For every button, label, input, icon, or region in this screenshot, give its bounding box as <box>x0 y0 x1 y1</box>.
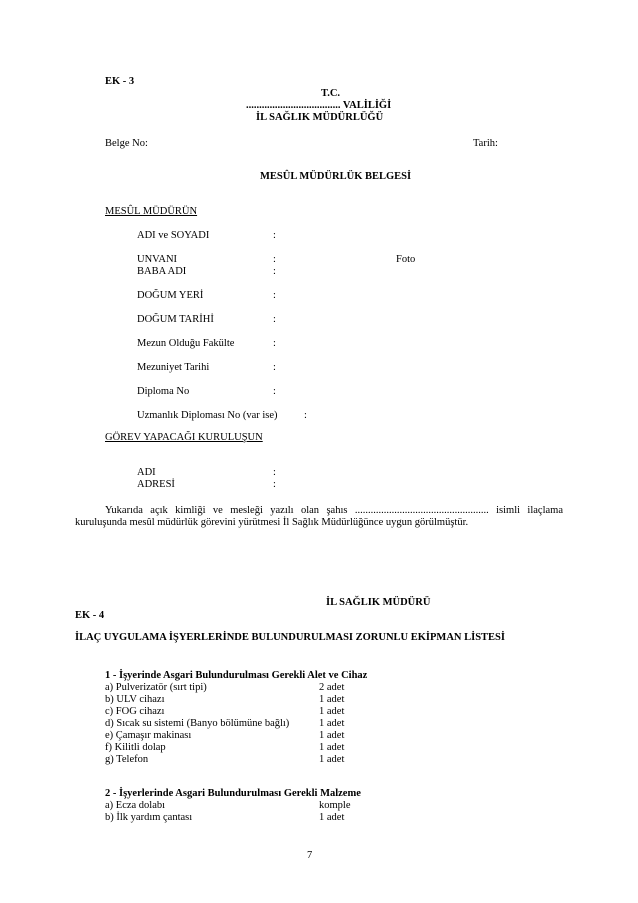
list-item: e) Çamaşır makinası <box>105 730 192 741</box>
field-label-uzmanlik-diplomasi: Uzmanlık Diploması No (var ise) <box>137 410 278 421</box>
field-label-adi-soyadi: ADI ve SOYADI <box>137 230 210 241</box>
foto-placeholder: Foto <box>396 254 416 265</box>
field-colon: : <box>273 290 276 301</box>
ek3-label: EK - 3 <box>105 76 135 87</box>
field-colon: : <box>273 386 276 397</box>
field-label-diploma-no: Diploma No <box>137 386 190 397</box>
list-item: d) Sıcak su sistemi (Banyo bölümüne bağlı) <box>105 718 290 729</box>
list-item: b) İlk yardım çantası <box>105 812 193 823</box>
field-label-dogum-tarihi: DOĞUM TARİHİ <box>137 314 214 325</box>
approval-paragraph-line2: kuruluşunda mesûl müdürlük görevini yürütmesi İl Sağlık Müdürlüğünce uygun görülmüştür. <box>75 517 469 528</box>
list-item: f) Kilitli dolap <box>105 742 166 753</box>
field-colon: : <box>273 314 276 325</box>
list-item-qty: 1 adet <box>319 718 345 729</box>
list-item: b) ULV cihazı <box>105 694 165 705</box>
field-colon: : <box>273 467 276 478</box>
ek4-label: EK - 4 <box>75 610 105 621</box>
field-label-kurulus-adresi: ADRESİ <box>137 479 175 490</box>
kurulus-heading: GÖREV YAPACAĞI KURULUŞUN <box>105 432 263 443</box>
field-colon: : <box>304 410 307 421</box>
list-item-qty: komple <box>319 800 351 811</box>
field-colon: : <box>273 266 276 277</box>
approval-paragraph-line1: Yukarıda açık kimliği ve mesleği yazılı olan şahıs ................................................... isimli ilaçlama <box>105 505 563 516</box>
ek4-title: İLAÇ UYGULAMA İŞYERLERİNDE BULUNDURULMASI ZORUNLU EKİPMAN LİSTESİ <box>75 632 505 643</box>
field-label-unvani: UNVANI <box>137 254 178 265</box>
signature-title: İL SAĞLIK MÜDÜRÜ <box>326 597 431 608</box>
list-item: c) FOG cihazı <box>105 706 165 717</box>
list-item-qty: 1 adet <box>319 706 345 717</box>
list-item: a) Pulverizatör (sırt tipi) <box>105 682 207 693</box>
field-colon: : <box>273 230 276 241</box>
list-item-qty: 2 adet <box>319 682 345 693</box>
list-item-qty: 1 adet <box>319 730 345 741</box>
field-label-mezun-fakulte: Mezun Olduğu Fakülte <box>137 338 235 349</box>
list-item-qty: 1 adet <box>319 742 345 753</box>
tarih-label: Tarih: <box>473 138 498 149</box>
field-colon: : <box>273 479 276 490</box>
document-title: MESÛL MÜDÜRLÜK BELGESİ <box>260 171 412 182</box>
il-saglik-mudurlugu: İL SAĞLIK MÜDÜRLÜĞÜ <box>256 112 384 123</box>
list-item-qty: 1 adet <box>319 694 345 705</box>
field-label-dogum-yeri: DOĞUM YERİ <box>137 290 204 301</box>
list-item: a) Ecza dolabı <box>105 800 166 811</box>
list-item-qty: 1 adet <box>319 812 345 823</box>
list-item: g) Telefon <box>105 754 149 765</box>
field-colon: : <box>273 338 276 349</box>
field-colon: : <box>273 362 276 373</box>
list-item-qty: 1 adet <box>319 754 345 765</box>
section2-heading: 2 - İşyerlerinde Asgari Bulundurulması Gerekli Malzeme <box>105 788 361 799</box>
page-number: 7 <box>307 850 313 861</box>
mesul-mudur-heading: MESÛL MÜDÜRÜN <box>105 206 198 217</box>
tc-label: T.C. <box>321 88 341 99</box>
belge-no-label: Belge No: <box>105 138 148 149</box>
field-label-mezuniyet-tarihi: Mezuniyet Tarihi <box>137 362 210 373</box>
field-label-kurulus-adi: ADI <box>137 467 156 478</box>
section1-heading: 1 - İşyerinde Asgari Bulundurulması Gerekli Alet ve Cihaz <box>105 670 368 681</box>
field-colon: : <box>273 254 276 265</box>
field-label-baba-adi: BABA ADI <box>137 266 187 277</box>
valilik-label: .................................... VALİLİĞİ <box>246 100 392 111</box>
